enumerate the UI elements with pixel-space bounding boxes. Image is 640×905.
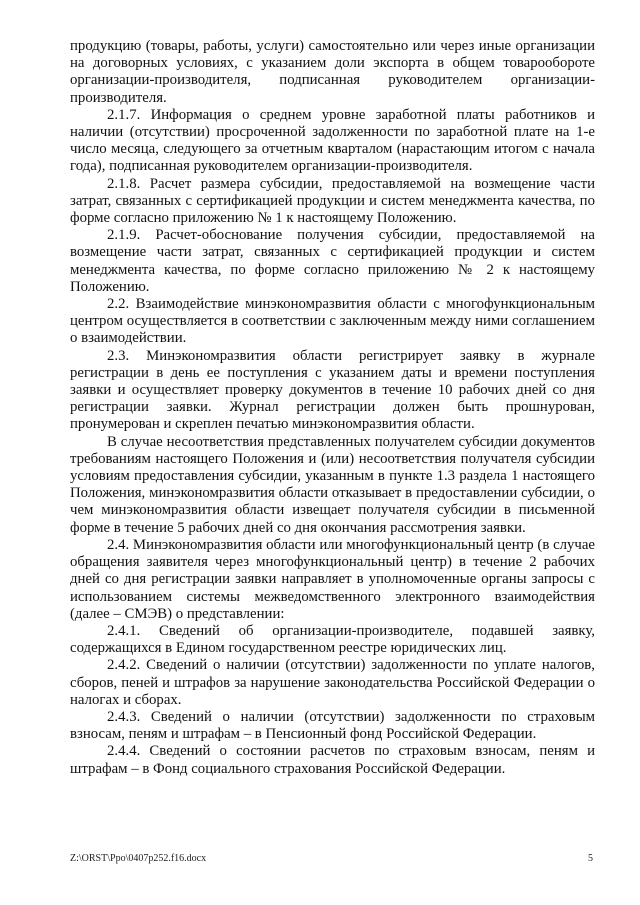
paragraph-refusal: В случае несоответствия представленных получателем субсидии документов требованиям настоящего Положения и (или) несоответствия получателя субсидии условиям предоставления субсидии, указанным в пункте 1.3 раздела 1 настоящего Положения, минэкономразвития области отказывает в предоставлении субсидии, о чем минэкономразвития области извещает получателя субсидии в письменной форме в течение 5 рабочих дней со дня окончания рассмотрения заявки. — [70, 433, 595, 536]
paragraph-2-1-7: 2.1.7. Информация о среднем уровне заработной платы работников и наличии (отсутствии) просроченной задолженности по заработной плате на 1-е число месяца, следующего за отчетным кварталом (нарастающим итогом с начала года), подписанная руководителем организации-производителя. — [70, 106, 595, 175]
footer-file-path: Z:\ORST\Ppo\0407p252.f16.docx — [70, 853, 207, 864]
paragraph-2-4-4: 2.4.4. Сведений о состоянии расчетов по страховым взносам, пеням и штрафам – в Фонд социального страхования Российской Федерации. — [70, 743, 595, 777]
paragraph-continuation: продукцию (товары, работы, услуги) самостоятельно или через иные организации на договорных условиях, с указанием доли экспорта в общем товарообороте организации-производителя, подписанная руководителем организации-производителя. — [70, 38, 595, 106]
paragraph-2-2: 2.2. Взаимодействие минэкономразвития области с многофункциональным центром осуществляется в соответствии с заключенным между ними соглашением о взаимодействии. — [70, 296, 595, 347]
paragraph-2-4-2: 2.4.2. Сведений о наличии (отсутствии) задолженности по уплате налогов, сборов, пеней и штрафов за нарушение законодательства Российской Федерации о налогах и сборах. — [70, 657, 595, 708]
document-body — [70, 38, 595, 778]
paragraph-2-4-1: 2.4.1. Сведений об организации-производителе, подавшей заявку, содержащихся в Едином государственном реестре юридических лиц. — [70, 622, 595, 657]
paragraph-2-4: 2.4. Минэкономразвития области или многофункциональный центр (в случае обращения заявителя через многофункциональный центр) в течение 2 рабочих дней со дня регистрации заявки направляет в уполномоченные органы запросы с использованием системы межведомственного электронного взаимодействия (далее – СМЭВ) о представлении: — [70, 536, 595, 622]
paragraph-2-3: 2.3. Минэкономразвития области регистрирует заявку в журнале регистрации в день ее поступления с указанием даты и времени поступления заявки и осуществляет проверку документов в течение 10 рабочих дней со дня регистрации заявки. Журнал регистрации должен быть прошнурован, пронумерован и скреплен печатью минэкономразвития области. — [70, 347, 595, 433]
page-number: 5 — [588, 853, 593, 864]
paragraph-2-1-8: 2.1.8. Расчет размера субсидии, предоставляемой на возмещение части затрат, связанных с сертификацией продукции и систем менеджмента качества, по форме согласно приложению № 1 к настоящему Положению. — [70, 175, 595, 227]
paragraph-2-4-3: 2.4.3. Сведений о наличии (отсутствии) задолженности по страховым взносам, пеням и штрафам – в Пенсионный фонд Российской Федерации. — [70, 708, 595, 743]
paragraph-2-1-9: 2.1.9. Расчет-обоснование получения субсидии, предоставляемой на возмещение части затрат, связанных с сертификацией продукции и систем менеджмента качества, по форме согласно приложению № 2 к настоящему Положению. — [70, 227, 595, 295]
